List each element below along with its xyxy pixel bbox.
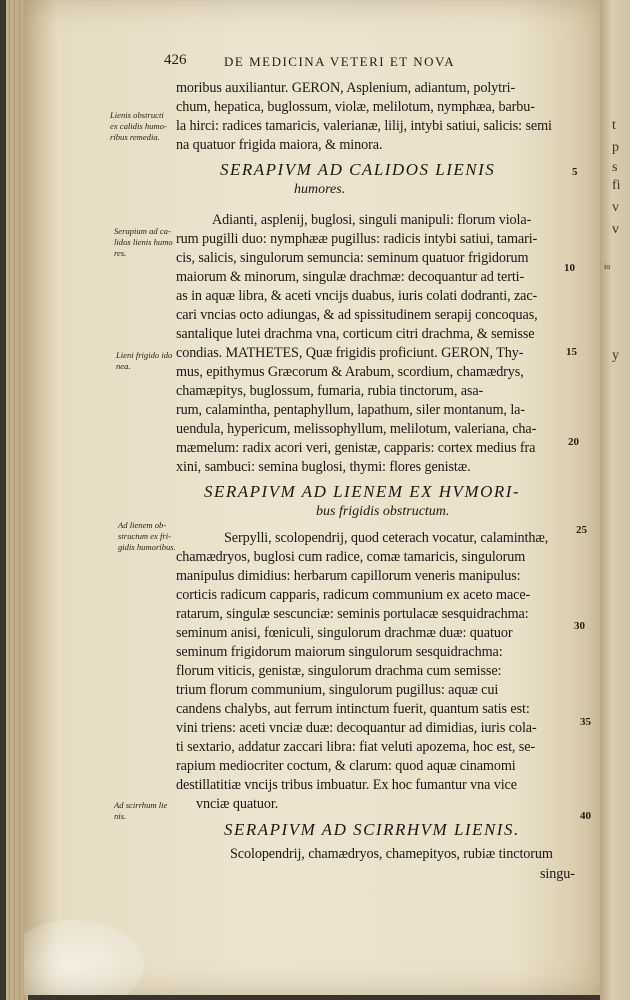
margin-note-line: Lienis obstructi	[110, 110, 164, 120]
text-line: na quatuor frigida maiora, & minora.	[176, 137, 383, 153]
running-title: DE MEDICINA VETERI ET NOVA	[224, 54, 456, 69]
margin-note-line: Serapium ad ca-	[114, 226, 171, 236]
margin-note-line: res.	[114, 248, 127, 258]
text-line: vini triens: aceti vnciæ duæ: decoquantur ad dimidias, iuris cola-	[176, 720, 537, 736]
text-line: mæmelum: radix acori veri, genistæ, capparis: cortex medius fra	[176, 440, 536, 456]
page-number: 426	[164, 52, 187, 68]
text-line: Adianti, asplenij, buglosi, singuli manipuli: florum viola-	[212, 212, 532, 228]
facing-page-text: io	[604, 262, 611, 271]
facing-page-text: p	[612, 140, 619, 155]
text-line: florum viticis, genistæ, singulorum drachma cum semisse:	[176, 663, 502, 679]
margin-note-line: nea.	[116, 361, 131, 371]
text-line: Serpylli, scolopendrij, quod ceterach vocatur, calaminthæ,	[224, 530, 549, 546]
text-line: condias. MATHETES, Quæ frigidis proficiunt. GERON, Thy-	[176, 345, 524, 361]
margin-note-line: ribus remedia.	[110, 132, 160, 142]
text-line: cari vncias octo adiungas, & ad spissitudinem serapij concoquas,	[176, 307, 538, 323]
line-number: 5	[572, 166, 578, 178]
text-line: xini, sambuci: semina buglosi, thymi: flores genistæ.	[176, 459, 471, 475]
text-line: la hirci: radices tamaricis, valerianæ, lilij, intybi satiui, salicis: semi	[176, 118, 552, 134]
facing-page-text: fi	[612, 178, 621, 193]
text-line: chum, hepatica, buglossum, violæ, melilotum, nymphæa, barbu-	[176, 99, 535, 115]
text-line: vnciæ quatuor.	[196, 796, 279, 812]
text-line: singu-	[540, 866, 575, 882]
facing-page-text: v	[612, 200, 619, 215]
margin-note	[118, 520, 176, 553]
text-line: manipulus dimidius: herbarum capillorum veneris manipulus:	[176, 568, 521, 584]
text-line: as in aquæ libra, & aceti vncijs duabus, iuris colati dodranti, zac-	[176, 288, 538, 304]
book-page	[24, 0, 602, 995]
line-number: 25	[576, 524, 587, 536]
line-number: 35	[580, 716, 591, 728]
facing-page-edge	[600, 0, 630, 1000]
text-line: moribus auxiliantur. GERON, Asplenium, adiantum, polytri-	[176, 80, 516, 96]
margin-note-line: ex calidis humo-	[110, 121, 167, 131]
text-line: rum, calamintha, pentaphyllum, lapathum, siler montanum, la-	[176, 402, 525, 418]
margin-note	[114, 800, 167, 822]
margin-note-line: Ad scirrhum lie	[114, 800, 168, 810]
margin-note	[110, 110, 167, 143]
line-number: 30	[574, 620, 585, 632]
text-line: Scolopendrij, chamædryos, chamepityos, rubiæ tinctorum	[230, 846, 553, 862]
text-line: santalique lutei drachma vna, corticum citri drachma, & semisse	[176, 326, 535, 342]
section-heading: SERAPIVM AD LIENEM EX HVMORI-	[204, 482, 521, 501]
facing-page-text: v	[612, 222, 619, 237]
text-line: chamædryos, buglosi cum radice, comæ tamaricis, singulorum	[176, 549, 526, 565]
section-heading: SERAPIVM AD CALIDOS LIENIS	[220, 160, 496, 179]
text-line: destillatitiæ vncijs tribus imbuatur. Ex hoc fumantur vna vice	[176, 777, 517, 793]
section-heading: SERAPIVM AD SCIRRHVM LIENIS.	[224, 820, 520, 839]
margin-note-line: Ad lienem ob-	[118, 520, 167, 530]
text-line: maiorum & minorum, singulæ drachmæ: decoquantur ad terti-	[176, 269, 525, 285]
text-line: mus, epithymus Græcorum & Arabum, scordium, chamædrys,	[176, 364, 524, 380]
facing-page-text: s	[612, 160, 618, 175]
text-line: seminum frigidorum maiorum singulorum sesquidrachma:	[176, 644, 503, 660]
line-number: 40	[580, 810, 591, 822]
margin-note-line: gidis humoribus.	[118, 542, 176, 552]
section-subheading: bus frigidis obstructum.	[316, 504, 450, 519]
margin-note-line: structum ex fri-	[118, 531, 171, 541]
text-line: rum pugilli duo: nymphææ pugillus: radicis intybi satiui, tamari-	[176, 231, 538, 247]
text-line: chamæpitys, buglossum, fumaria, rubia tinctorum, asa-	[176, 383, 484, 399]
margin-note-line: nis.	[114, 811, 127, 821]
line-number: 15	[566, 346, 577, 358]
line-number: 10	[564, 262, 575, 274]
text-line: corticis radicum capparis, radicum communium ex aceto mace-	[176, 587, 531, 603]
page-header	[150, 52, 570, 74]
facing-page-text: y	[612, 348, 619, 363]
text-line: trium florum communium, singulorum pugillus: aquæ cui	[176, 682, 499, 698]
text-line: cis, salicis, singulorum semuncia: seminum quatuor frigidorum	[176, 250, 529, 266]
section-subheading: humores.	[294, 182, 346, 197]
text-line: candens chalybs, aut ferrum intinctum fuerit, quantum satis est:	[176, 701, 530, 717]
margin-note-line: lidos lienis humo	[114, 237, 173, 247]
paper-stain	[24, 920, 144, 995]
facing-page-text: t	[612, 118, 616, 133]
text-line: uendula, hypericum, melissophyllum, melilotum, valeriana, cha-	[176, 421, 537, 437]
text-line: ratarum, singulæ sescunciæ: seminis portulacæ sesquidrachma:	[176, 606, 529, 622]
margin-note-line: Lieni frigido ido	[116, 350, 173, 360]
text-line: rapium mediocriter coctum, & clarum: quod aquæ cinamomi	[176, 758, 516, 774]
text-line: ti sextario, addatur zaccari libra: fiat veluti apozema, hoc est, se-	[176, 739, 536, 755]
line-number: 20	[568, 436, 579, 448]
text-line: seminum anisi, fœniculi, singulorum drachmæ duæ: quatuor	[176, 625, 513, 641]
margin-note	[114, 226, 173, 259]
margin-note	[116, 350, 172, 372]
